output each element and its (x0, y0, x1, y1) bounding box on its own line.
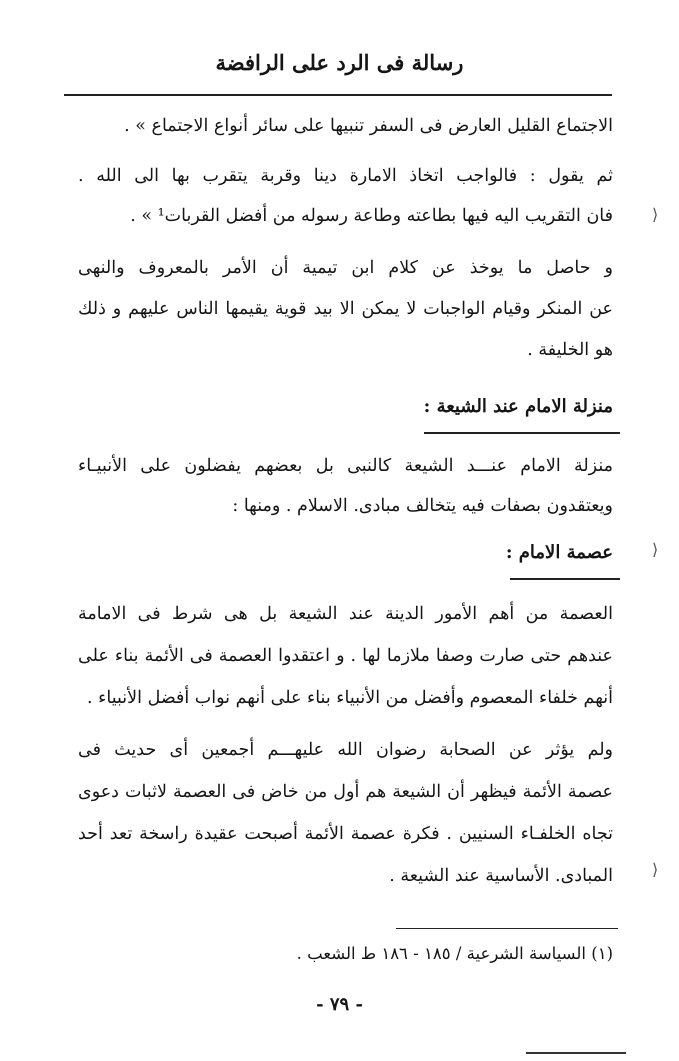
margin-mark: ⟩ (652, 205, 659, 224)
paragraph-2 (78, 160, 613, 240)
text-line: عن المنكر وقيام الواجبات لا يمكن الا بيد قوية يقيمها الناس عليهم و ذلك (78, 299, 613, 319)
text-line: أنهم خلفاء المعصوم وأفضل من الأنبياء بناء على أنهم نواب أفضل الأنبياء . (87, 688, 613, 708)
paragraph-1 (78, 110, 613, 150)
bottom-rule (526, 1052, 626, 1054)
section-heading-imam-infallibility: عصمة الامام : (505, 542, 613, 563)
footnote-rule (396, 928, 618, 929)
running-head: رسالة فى الرد على الرافضة (215, 50, 464, 75)
section-2-paragraph-1 (78, 598, 613, 723)
text-line: فان التقريب اليه فيها بطاعته وطاعة رسوله من أفضل القربات¹ » . (130, 206, 613, 226)
text-line: ولم يؤثر عن الصحابة رضوان الله عليهـــم أجمعين أى حديث فى (78, 740, 613, 760)
heading-underline (510, 578, 620, 580)
text-line: ويعتقدون بصفات فيه يتخالف مبادى. الاسلام . ومنها : (232, 496, 613, 516)
paragraph-3 (78, 252, 613, 372)
text-line: المبادى. الأساسية عند الشيعة . (389, 866, 613, 886)
text-line: العصمة من أهم الأمور الدينة عند الشيعة بل هى شرط فى الامامة (78, 604, 613, 624)
text-line: و حاصل ما يوخذ عن كلام ابن تيمية أن الأمر بالمعروف والنهى (78, 258, 613, 278)
text-line: عصمة الأئمة فيظهر أن الشيعة هم أول من خاض فى العصمة لاثبات دعوى (78, 782, 613, 802)
text-line: تجاه الخلفـاء السنيين . فكرة عصمة الأئمة أصبحت عقيدة راسخة تعد أحد (78, 824, 613, 844)
text-line: الاجتماع القليل العارض فى السفر تنبيها على سائر أنواع الاجتماع » . (124, 116, 613, 136)
text-line: هو الخليفة . (527, 340, 613, 360)
section-heading-imam-status: منزلة الامام عند الشيعة : (423, 396, 613, 417)
text-line: ثم يقول : فالواجب اتخاذ الامارة دينا وقربة يتقرب بها الى الله . (78, 166, 613, 186)
footnote: (١) السياسة الشرعية / ١٨٥ - ١٨٦ ط الشعب . (296, 944, 613, 963)
text-line: منزلة الامام عنـــد الشيعة كالنبى بل بعضهم يفضلون على الأنبيـاء (78, 456, 613, 476)
margin-mark: ⟩ (652, 540, 659, 559)
section-2-paragraph-2 (78, 734, 613, 904)
text-line: عندهم حتى صارت وصفا ملازما لها . و اعتقدوا العصمة فى الأئمة بناء على (78, 646, 613, 666)
section-1-paragraph (78, 450, 613, 530)
heading-underline (424, 432, 620, 434)
header-rule (64, 94, 612, 96)
margin-mark: ⟩ (652, 860, 659, 879)
page-number: - ٧٩ - (316, 994, 363, 1015)
